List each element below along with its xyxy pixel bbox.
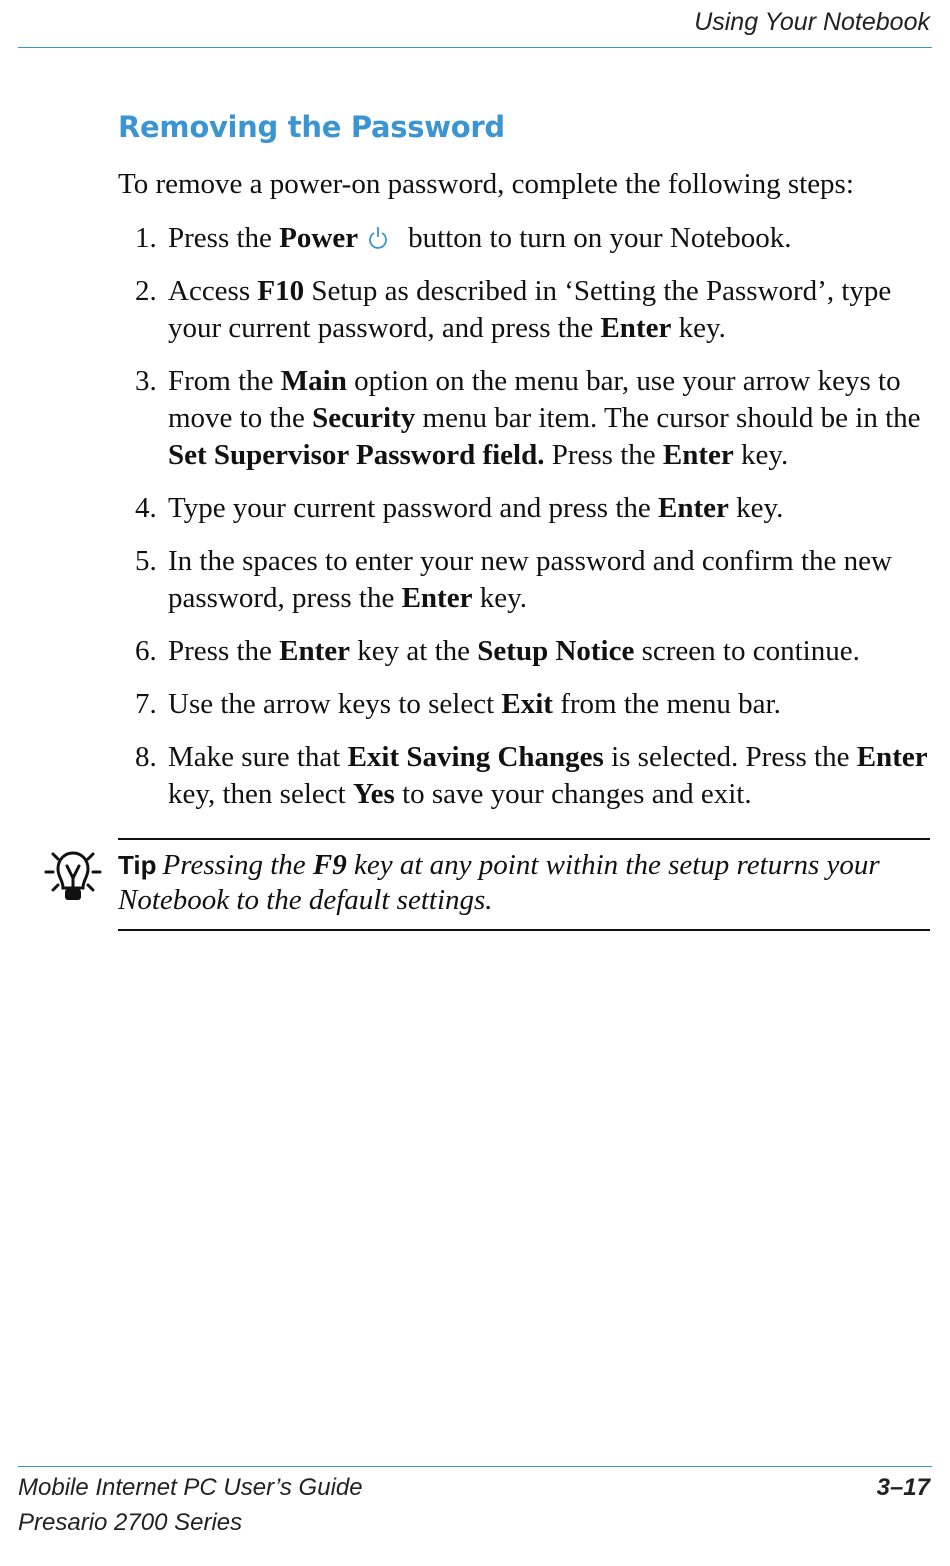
- text-run: Type your current password and press the: [168, 492, 659, 524]
- section-title: Removing the Password: [118, 110, 505, 144]
- text-run: In the spaces to enter your new password and confirm the new password, press the: [168, 545, 892, 614]
- footer-rule: [18, 1466, 932, 1467]
- step-number: 5.: [135, 545, 157, 577]
- intro-text: To remove a power-on password, complete the following steps:: [118, 168, 854, 200]
- emphasis-text: Exit Saving Changes: [347, 741, 604, 773]
- text-run: key at the: [350, 635, 478, 667]
- step-number: 3.: [135, 365, 157, 397]
- text-run: Pressing the: [162, 849, 313, 881]
- text-run: key, then select: [168, 778, 353, 810]
- list-item: [118, 739, 933, 813]
- emphasis-text: F9: [312, 849, 347, 881]
- list-item: [118, 363, 933, 474]
- step-number: 1.: [135, 222, 157, 254]
- text-run: is selected. Press the: [603, 741, 857, 773]
- text-run: key.: [472, 582, 527, 614]
- list-item: [118, 686, 933, 723]
- text-run: key.: [728, 492, 784, 524]
- steps-list: [118, 220, 933, 829]
- emphasis-text: Set Supervisor Password field.: [168, 439, 545, 471]
- text-run: button to turn on your Notebook.: [408, 222, 792, 254]
- emphasis-text: Enter: [401, 582, 473, 614]
- header-rule: [18, 47, 932, 48]
- text-run: from the menu bar.: [552, 688, 781, 720]
- footer-title: [18, 1470, 363, 1540]
- running-header: Using Your Notebook: [694, 8, 930, 36]
- lightbulb-icon: [44, 842, 102, 906]
- emphasis-text: Enter: [658, 492, 729, 524]
- list-item: [118, 633, 933, 670]
- step-number: 8.: [135, 741, 157, 773]
- text-run: screen to continue.: [634, 635, 860, 667]
- emphasis-text: Enter: [662, 439, 734, 471]
- emphasis-text: Enter: [856, 741, 928, 773]
- text-run: menu bar item. The cursor should be in the: [415, 402, 921, 434]
- tip-text: [118, 848, 933, 918]
- power-icon: [368, 226, 388, 250]
- step-number: 7.: [135, 688, 157, 720]
- emphasis-text: Power: [279, 222, 359, 254]
- emphasis-text: Yes: [352, 778, 395, 810]
- emphasis-text: Enter: [600, 312, 672, 344]
- step-number: 4.: [135, 492, 157, 524]
- step-number: 2.: [135, 275, 157, 307]
- text-run: key at any point within the setup returns your Notebook to the default settings.: [118, 849, 880, 916]
- list-item: [118, 273, 933, 347]
- emphasis-text: Setup Notice: [477, 635, 635, 667]
- emphasis-text: Security: [312, 402, 416, 434]
- step-number: 6.: [135, 635, 157, 667]
- text-run: Setup as described in ‘Setting the Password’, type your current password, and press the: [168, 275, 892, 344]
- text-run: key.: [733, 439, 789, 471]
- text-run: Press the: [168, 635, 280, 667]
- text-run: From the: [168, 365, 281, 397]
- emphasis-text: Enter: [279, 635, 351, 667]
- tip-label: Tip: [118, 850, 157, 880]
- emphasis-text: Main: [280, 365, 347, 397]
- text-run: Use the arrow keys to select: [168, 688, 502, 720]
- text-run: Press the: [544, 439, 663, 471]
- text-run: to save your changes and exit.: [394, 778, 752, 810]
- text-run: Press the: [168, 222, 280, 254]
- text-run: Access: [168, 275, 258, 307]
- text-run: key.: [671, 312, 726, 344]
- footer-guide-title: Mobile Internet PC User’s Guide: [18, 1474, 363, 1501]
- text-run: Make sure that: [168, 741, 348, 773]
- page-number: 3–17: [876, 1474, 930, 1501]
- emphasis-text: F10: [257, 275, 305, 307]
- tip-bottom-rule: [118, 929, 930, 931]
- list-item: [118, 543, 933, 617]
- emphasis-text: Exit: [501, 688, 553, 720]
- footer-series: Presario 2700 Series: [18, 1509, 243, 1536]
- tip-top-rule: [118, 838, 930, 840]
- list-item: [118, 490, 933, 527]
- text-run: option on the menu bar, use your arrow keys to move to the: [168, 365, 901, 434]
- list-item: [118, 220, 933, 257]
